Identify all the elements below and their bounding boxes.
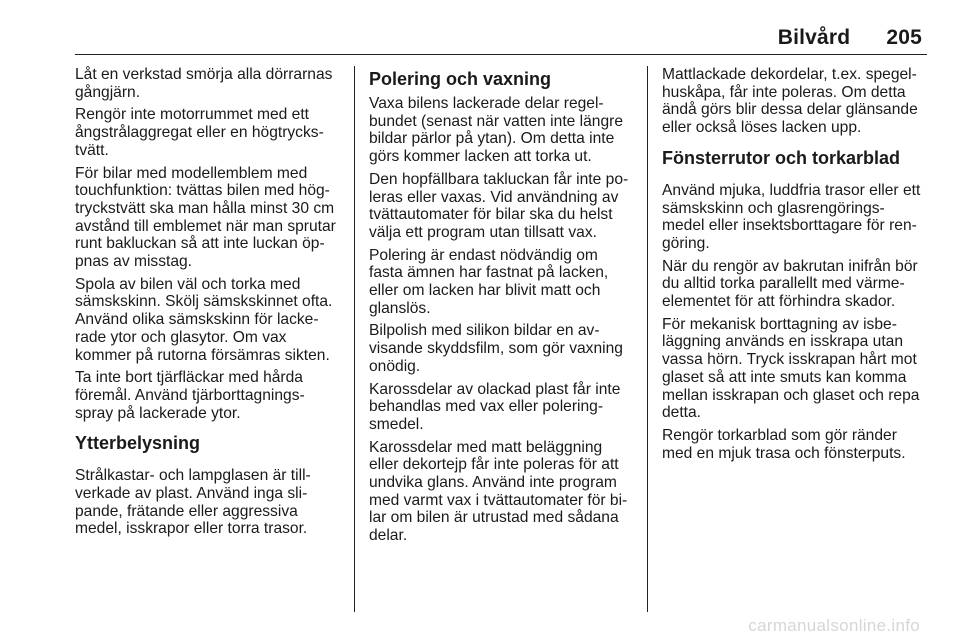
- text-line: kommer på rutorna försämras sikten.: [75, 346, 330, 364]
- text-line: görs kommer lacken att torka ut.: [369, 148, 592, 166]
- page-number: 205: [886, 26, 922, 49]
- section-title: Bilvård: [777, 26, 851, 49]
- text-line: Spola av bilen väl och torka med: [75, 275, 301, 293]
- text-line: Låt en verkstad smörja alla dörrarnas: [75, 66, 333, 83]
- text-line: pande, frätande eller aggressiva: [75, 502, 298, 520]
- column-divider-2: [647, 66, 648, 612]
- paragraph: [662, 182, 932, 253]
- text-line: gångjärn.: [75, 83, 141, 101]
- text-line: delar.: [369, 527, 408, 545]
- paragraph: [369, 322, 639, 375]
- section-heading: [369, 68, 639, 90]
- paragraph: [75, 165, 345, 271]
- text-line: onödig.: [369, 357, 421, 375]
- text-line: Fönsterrutor och torkarblad: [662, 147, 901, 168]
- text-line: eller också löses lacken upp.: [662, 119, 862, 137]
- text-column-1: [75, 66, 345, 543]
- text-line: verkade av plast. Använd inga sli-: [75, 485, 308, 503]
- text-line: touchfunktion: tvättas bilen med hög-: [75, 182, 330, 200]
- text-line: rade ytor och glasytor. Om vax: [75, 328, 287, 346]
- text-line: visande skyddsfilm, som gör vaxning: [369, 340, 623, 358]
- text-line: För mekanisk borttagning av isbe-: [662, 315, 897, 333]
- text-line: sämskskinn. Skölj sämskskinnet ofta.: [75, 293, 333, 311]
- paragraph: [75, 66, 345, 101]
- text-line: behandlas med vax eller polering-: [369, 398, 604, 416]
- paragraph: [369, 381, 639, 434]
- text-line: runt bakluckan så att inte luckan öp-: [75, 235, 325, 253]
- paragraph: [75, 106, 345, 159]
- section-heading: [75, 432, 345, 454]
- text-line: undvika glans. Använd inte program: [369, 474, 617, 492]
- paragraph: [662, 258, 932, 311]
- text-line: mellan isskrapan och glaset och repa: [662, 386, 920, 404]
- text-line: Polering och vaxning: [369, 69, 552, 89]
- text-line: Strålkastar- och lampglasen är till-: [75, 467, 311, 485]
- text-line: medel, isskrapor eller torra trasor.: [75, 520, 308, 538]
- text-line: detta.: [662, 404, 702, 422]
- text-line: sämskskinn och glasrengörings-: [662, 199, 885, 217]
- paragraph: [662, 427, 932, 462]
- text-line: läggning används en isskrapa utan: [662, 333, 904, 351]
- paragraph: [662, 316, 932, 422]
- text-line: Använd mjuka, luddfria trasor eller ett: [662, 181, 921, 199]
- text-line: föremål. Använd tjärborttagnings-: [75, 386, 305, 404]
- text-line: med varmt vax i tvättautomater för bi-: [369, 491, 628, 509]
- paragraph: [369, 171, 639, 242]
- header-rule: [75, 54, 927, 55]
- text-column-2: [369, 66, 639, 550]
- column-divider-1: [354, 66, 355, 612]
- text-line: ändå görs blir dessa delar glänsande: [662, 101, 918, 119]
- text-line: Ytterbelysning: [75, 433, 201, 454]
- section-heading: [662, 147, 932, 169]
- text-line: elementet för att förhindra skador.: [662, 293, 896, 311]
- text-line: leras eller vaxas. Vid användning av: [369, 188, 619, 206]
- text-line: spray på lackerade ytor.: [75, 404, 241, 422]
- text-line: Ta inte bort tjärfläckar med hårda: [75, 369, 303, 387]
- text-line: Mattlackade dekordelar, t.ex. spegel-: [662, 66, 917, 83]
- text-line: Vaxa bilens lackerade delar regel-: [369, 95, 604, 112]
- text-line: medel eller insektsborttagare för ren-: [662, 217, 917, 235]
- paragraph: [75, 369, 345, 422]
- text-line: du alltid torka parallellt med värme-: [662, 275, 905, 293]
- text-line: huskåpa, får inte poleras. Om detta: [662, 83, 906, 101]
- text-line: För bilar med modellemblem med: [75, 164, 308, 182]
- text-line: lar om bilen är utrustad med sådana: [369, 509, 619, 527]
- text-line: tryckstvätt ska man hålla minst 30 cm: [75, 199, 335, 217]
- paragraph: [75, 276, 345, 365]
- text-line: bundet (senast när vatten inte längre: [369, 112, 623, 130]
- text-line: göring.: [662, 234, 710, 252]
- text-line: Den hopfällbara takluckan får inte po-: [369, 170, 629, 188]
- watermark: carmanualsonline.info: [748, 616, 920, 635]
- text-line: eller dekortejp får inte poleras för att: [369, 456, 619, 474]
- page-header: [778, 26, 922, 50]
- text-line: Använd olika sämskskinn för lacke-: [75, 311, 319, 329]
- paragraph: [75, 467, 345, 538]
- text-line: eller om lacken har blivit matt och: [369, 282, 601, 300]
- text-line: Rengör inte motorrummet med ett: [75, 106, 309, 124]
- text-line: välja ett program utan tillsatt vax.: [369, 223, 597, 241]
- text-line: glaset så att inte smuts kan komma: [662, 368, 907, 386]
- text-line: glanslös.: [369, 299, 431, 317]
- text-line: vassa hörn. Tryck isskrapan hårt mot: [662, 351, 917, 369]
- text-line: Polering är endast nödvändig om: [369, 246, 598, 264]
- text-line: smedel.: [369, 415, 424, 433]
- text-line: Karossdelar med matt beläggning: [369, 438, 603, 456]
- text-line: tvättautomater för bilar ska du helst: [369, 206, 613, 224]
- text-line: Bilpolish med silikon bildar en av-: [369, 322, 600, 340]
- text-column-3: [662, 66, 932, 467]
- text-line: pnas av misstag.: [75, 253, 193, 271]
- paragraph: [369, 439, 639, 545]
- text-line: bildar pärlor på ytan). Om detta inte: [369, 130, 615, 148]
- text-line: Karossdelar av olackad plast får inte: [369, 380, 621, 398]
- text-line: Rengör torkarblad som gör ränder: [662, 426, 897, 444]
- text-line: avstånd till emblemet när man sprutar: [75, 217, 336, 235]
- text-line: med en mjuk trasa och fönsterputs.: [662, 444, 906, 462]
- text-line: fasta ämnen har fastnat på lacken,: [369, 264, 609, 282]
- text-line: tvätt.: [75, 141, 109, 159]
- paragraph: [662, 66, 932, 137]
- paragraph: [369, 95, 639, 166]
- text-line: ångstrålaggregat eller en högtrycks-: [75, 124, 324, 142]
- text-line: När du rengör av bakrutan inifrån bör: [662, 257, 918, 275]
- paragraph: [369, 247, 639, 318]
